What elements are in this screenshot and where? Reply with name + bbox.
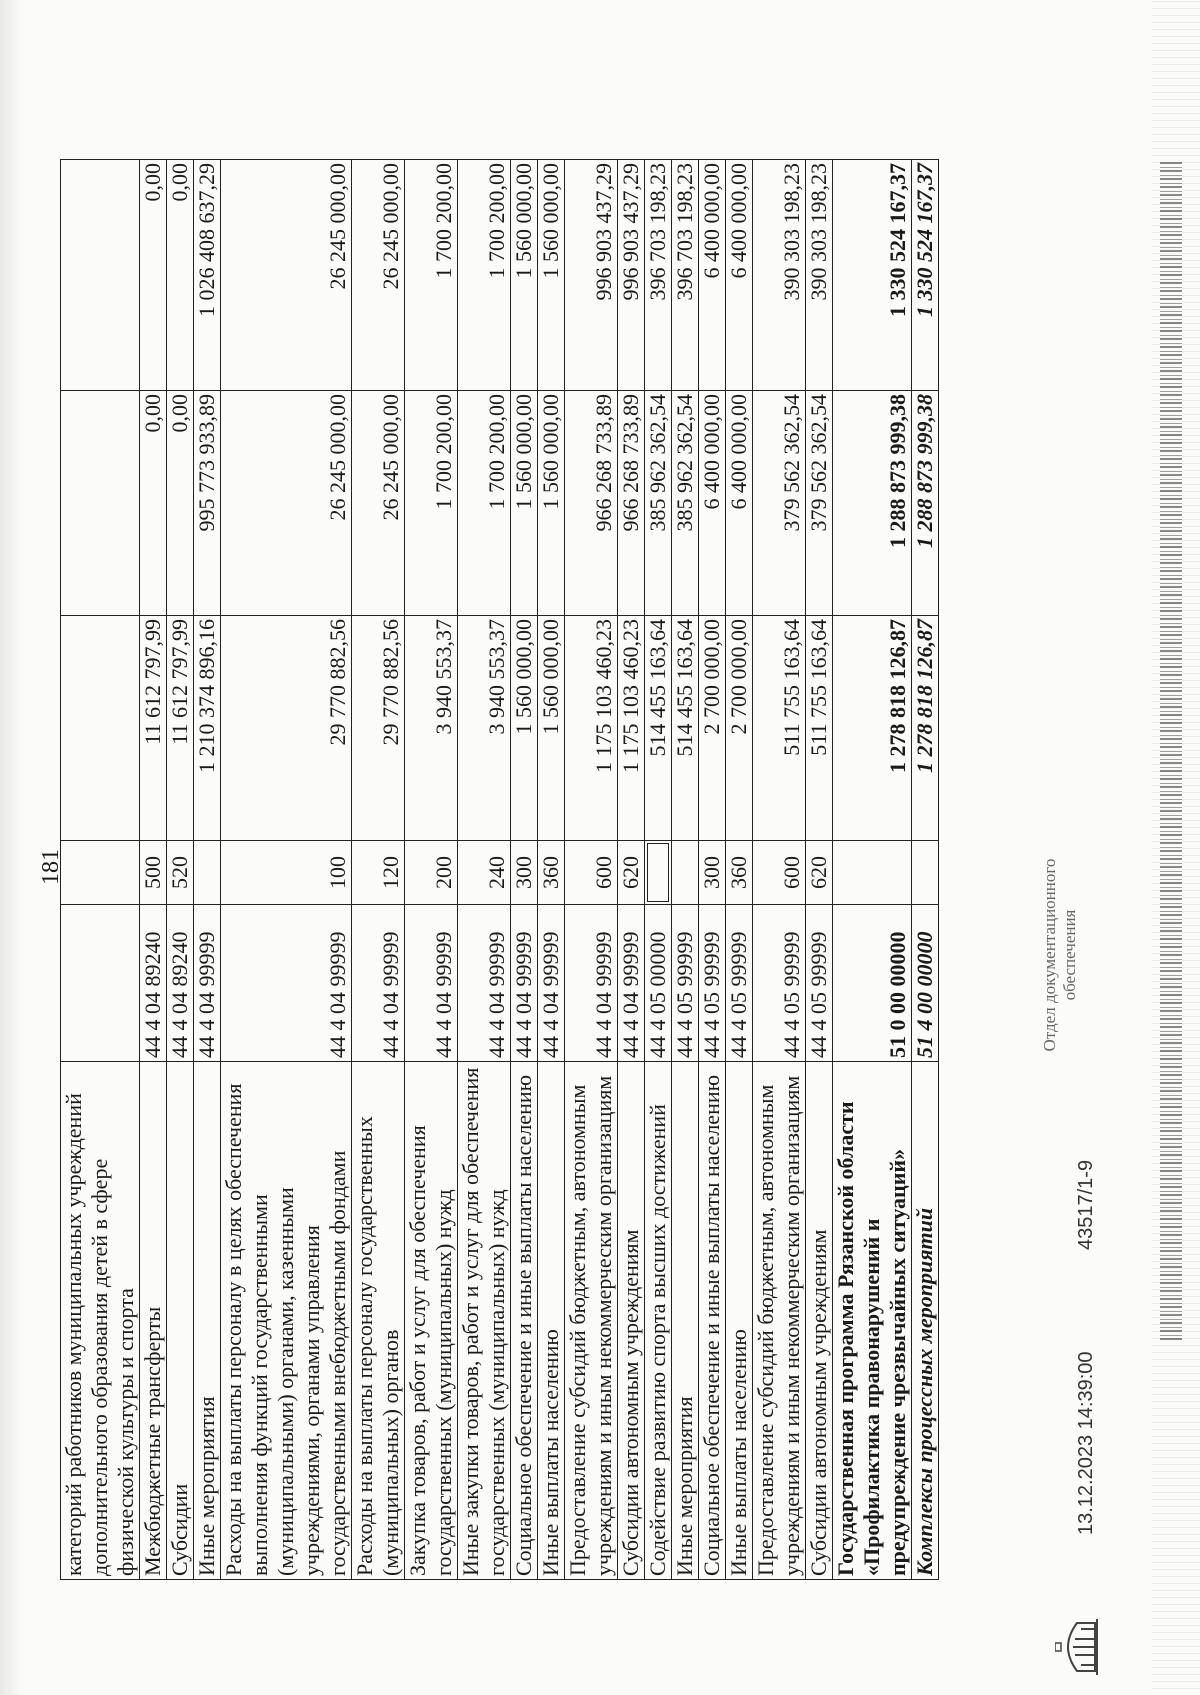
cell-csr: 44 4 04 89240 — [167, 905, 194, 1062]
budget-table — [60, 159, 939, 1580]
cell-vr: 120 — [352, 841, 405, 905]
cell-v3: 396 703 198,23 — [645, 160, 672, 391]
table-row — [672, 160, 699, 1580]
cell-name: Социальное обеспечение и иные выплаты населению — [511, 1062, 538, 1580]
cell-name: Иные выплаты населению — [538, 1062, 565, 1580]
table-row — [458, 160, 511, 1580]
cell-name: Комплексы процессных мероприятий — [912, 1062, 939, 1580]
cell-v1: 29 770 882,56 — [221, 616, 352, 841]
cell-csr — [61, 905, 140, 1062]
cell-vr: 360 — [726, 841, 753, 905]
cell-v2: 966 268 733,89 — [618, 391, 645, 616]
cell-v1: 1 175 103 460,23 — [618, 616, 645, 841]
cell-name: Предоставление субсидий бюджетным, автономным учреждениям и иным некоммерческим организациям — [565, 1062, 618, 1580]
cell-csr: 44 4 05 00000 — [645, 905, 672, 1062]
cell-vr: 500 — [140, 841, 167, 905]
cell-v2: 995 773 933,89 — [194, 391, 221, 616]
cell-v1: 1 560 000,00 — [511, 616, 538, 841]
cell-v1: 514 455 163,64 — [645, 616, 672, 841]
cell-v3: 1 560 000,00 — [538, 160, 565, 391]
cell-v3: 26 245 000,00 — [221, 160, 352, 391]
cell-name: Закупка товаров, работ и услуг для обеспечения государственных (муниципальных) нужд — [405, 1062, 458, 1580]
table-row — [194, 160, 221, 1580]
cell-vr: 620 — [618, 841, 645, 905]
cell-v3: 6 400 000,00 — [726, 160, 753, 391]
cell-v2: 26 245 000,00 — [352, 391, 405, 616]
cell-csr: 44 4 04 99999 — [458, 905, 511, 1062]
emblem-icon — [1055, 1617, 1099, 1677]
cell-name: Содействие развитию спорта высших достижений — [645, 1062, 672, 1580]
cell-v3: 996 903 437,29 — [565, 160, 618, 391]
document-page — [0, 85, 1120, 1695]
cell-v1: 1 560 000,00 — [538, 616, 565, 841]
cell-csr: 44 4 05 99999 — [806, 905, 833, 1062]
table-row — [618, 160, 645, 1580]
cell-v1: 2 700 000,00 — [726, 616, 753, 841]
cell-vr: 600 — [753, 841, 806, 905]
cell-vr — [672, 841, 699, 905]
cell-v1: 11 612 797,99 — [167, 616, 194, 841]
cell-v2: 1 700 200,00 — [458, 391, 511, 616]
cell-v1: 3 940 553,37 — [405, 616, 458, 841]
cell-vr: 300 — [699, 841, 726, 905]
cell-v2: 1 288 873 999,38 — [833, 391, 912, 616]
cell-v3: 390 303 198,23 — [753, 160, 806, 391]
cell-csr: 44 4 04 99999 — [618, 905, 645, 1062]
stamp-line-2: обеспечения — [1060, 909, 1079, 1001]
cell-v1: 11 612 797,99 — [140, 616, 167, 841]
cell-v1: 3 940 553,37 — [458, 616, 511, 841]
table-row — [565, 160, 618, 1580]
cell-v2: 6 400 000,00 — [699, 391, 726, 616]
cell-name: Субсидии автономным учреждениям — [806, 1062, 833, 1580]
cell-v2: 1 288 873 999,38 — [912, 391, 939, 616]
cell-vr — [645, 841, 672, 905]
cell-v1: 514 455 163,64 — [672, 616, 699, 841]
table-row — [753, 160, 806, 1580]
cell-vr: 520 — [167, 841, 194, 905]
cell-v1: 511 755 163,64 — [806, 616, 833, 841]
cell-v2: 385 962 362,54 — [672, 391, 699, 616]
barcode — [1160, 160, 1182, 1340]
cell-v3: 1 330 524 167,37 — [833, 160, 912, 391]
cell-v3 — [61, 160, 140, 391]
cell-csr: 44 4 05 99999 — [753, 905, 806, 1062]
cell-name: категорий работников муниципальных учреждений дополнительного образования детей в сфере физической культуры и спорта — [61, 1062, 140, 1580]
cell-v2: 6 400 000,00 — [726, 391, 753, 616]
cell-vr — [61, 841, 140, 905]
cell-v3: 0,00 — [167, 160, 194, 391]
cell-csr: 51 0 00 00000 — [833, 905, 912, 1062]
cell-name: Предоставление субсидий бюджетным, автономным учреждениям и иным некоммерческим организациям — [753, 1062, 806, 1580]
table-row — [806, 160, 833, 1580]
cell-csr: 44 4 04 99999 — [511, 905, 538, 1062]
cell-vr: 620 — [806, 841, 833, 905]
cell-v1 — [61, 616, 140, 841]
cell-v2: 0,00 — [167, 391, 194, 616]
cell-v3: 0,00 — [140, 160, 167, 391]
cell-v2: 966 268 733,89 — [565, 391, 618, 616]
cell-v1: 1 278 818 126,87 — [833, 616, 912, 841]
table-row — [221, 160, 352, 1580]
cell-v2: 379 562 362,54 — [753, 391, 806, 616]
cell-vr — [194, 841, 221, 905]
table-row — [833, 160, 912, 1580]
cell-vr: 240 — [458, 841, 511, 905]
department-stamp — [1040, 845, 1080, 1065]
cell-v3: 396 703 198,23 — [672, 160, 699, 391]
cell-v1: 1 210 374 896,16 — [194, 616, 221, 841]
table-row — [167, 160, 194, 1580]
cell-vr — [833, 841, 912, 905]
cell-v2: 379 562 362,54 — [806, 391, 833, 616]
cell-name: Государственная программа Рязанской области «Профилактика правонарушений и предупреждение чрезвычайных ситуаций» — [833, 1062, 912, 1580]
cell-v1: 1 278 818 126,87 — [912, 616, 939, 841]
cell-v1: 511 755 163,64 — [753, 616, 806, 841]
cell-csr: 44 4 04 99999 — [405, 905, 458, 1062]
cell-v2: 0,00 — [140, 391, 167, 616]
table-row — [699, 160, 726, 1580]
page-number: 181 — [38, 849, 64, 885]
cell-v1: 2 700 000,00 — [699, 616, 726, 841]
cell-name: Субсидии автономным учреждениям — [618, 1062, 645, 1580]
cell-v1: 1 175 103 460,23 — [565, 616, 618, 841]
cell-v2: 1 700 200,00 — [405, 391, 458, 616]
table-row — [61, 160, 140, 1580]
cell-v2: 1 560 000,00 — [511, 391, 538, 616]
budget-table-body — [61, 160, 939, 1580]
cell-vr: 360 — [538, 841, 565, 905]
cell-csr: 44 4 04 99999 — [538, 905, 565, 1062]
cell-v2: 1 560 000,00 — [538, 391, 565, 616]
footer-doc-id: 43517/1-9 — [1075, 1159, 1097, 1250]
cell-csr: 44 4 04 99999 — [352, 905, 405, 1062]
cell-v3: 390 303 198,23 — [806, 160, 833, 391]
cell-csr: 44 4 04 99999 — [194, 905, 221, 1062]
cell-v1: 29 770 882,56 — [352, 616, 405, 841]
cell-v3: 1 026 408 637,29 — [194, 160, 221, 391]
cell-v2: 26 245 000,00 — [221, 391, 352, 616]
table-row — [538, 160, 565, 1580]
cell-csr: 44 4 04 99999 — [565, 905, 618, 1062]
cell-vr: 600 — [565, 841, 618, 905]
cell-name: Межбюджетные трансферты — [140, 1062, 167, 1580]
cell-name: Иные мероприятия — [672, 1062, 699, 1580]
cell-name: Расходы на выплаты персоналу государственных (муниципальных) органов — [352, 1062, 405, 1580]
cell-name: Субсидии — [167, 1062, 194, 1580]
cell-v3: 1 560 000,00 — [511, 160, 538, 391]
cell-vr: 100 — [221, 841, 352, 905]
cell-name: Иные выплаты населению — [726, 1062, 753, 1580]
table-row — [140, 160, 167, 1580]
cell-vr: 300 — [511, 841, 538, 905]
table-row — [511, 160, 538, 1580]
cell-csr: 44 4 04 89240 — [140, 905, 167, 1062]
cell-name: Расходы на выплаты персоналу в целях обеспечения выполнения функций государственными (муниципальными) органами, казенными учреждениями, органами управления государственными внебюджетными фондами — [221, 1062, 352, 1580]
cell-v3: 1 330 524 167,37 — [912, 160, 939, 391]
cell-vr — [912, 841, 939, 905]
table-row — [912, 160, 939, 1580]
cell-vr: 200 — [405, 841, 458, 905]
table-row — [645, 160, 672, 1580]
cell-name: Иные мероприятия — [194, 1062, 221, 1580]
cell-v3: 996 903 437,29 — [618, 160, 645, 391]
table-row — [405, 160, 458, 1580]
cell-csr: 44 4 05 99999 — [726, 905, 753, 1062]
cell-name: Социальное обеспечение и иные выплаты населению — [699, 1062, 726, 1580]
cell-csr: 51 4 00 00000 — [912, 905, 939, 1062]
stamp-line-1: Отдел документационного — [1040, 858, 1059, 1052]
cell-v2: 385 962 362,54 — [645, 391, 672, 616]
cell-name: Иные закупки товаров, работ и услуг для обеспечения государственных (муниципальных) нужд — [458, 1062, 511, 1580]
cell-csr: 44 4 05 99999 — [699, 905, 726, 1062]
cell-v3: 26 245 000,00 — [352, 160, 405, 391]
cell-v3: 6 400 000,00 — [699, 160, 726, 391]
cell-csr: 44 4 04 99999 — [221, 905, 352, 1062]
table-row — [726, 160, 753, 1580]
cell-csr: 44 4 05 99999 — [672, 905, 699, 1062]
footer-timestamp: 13.12.2023 14:39:00 — [1075, 1351, 1097, 1535]
cell-v2 — [61, 391, 140, 616]
cell-v3: 1 700 200,00 — [458, 160, 511, 391]
table-row — [352, 160, 405, 1580]
cell-v3: 1 700 200,00 — [405, 160, 458, 391]
